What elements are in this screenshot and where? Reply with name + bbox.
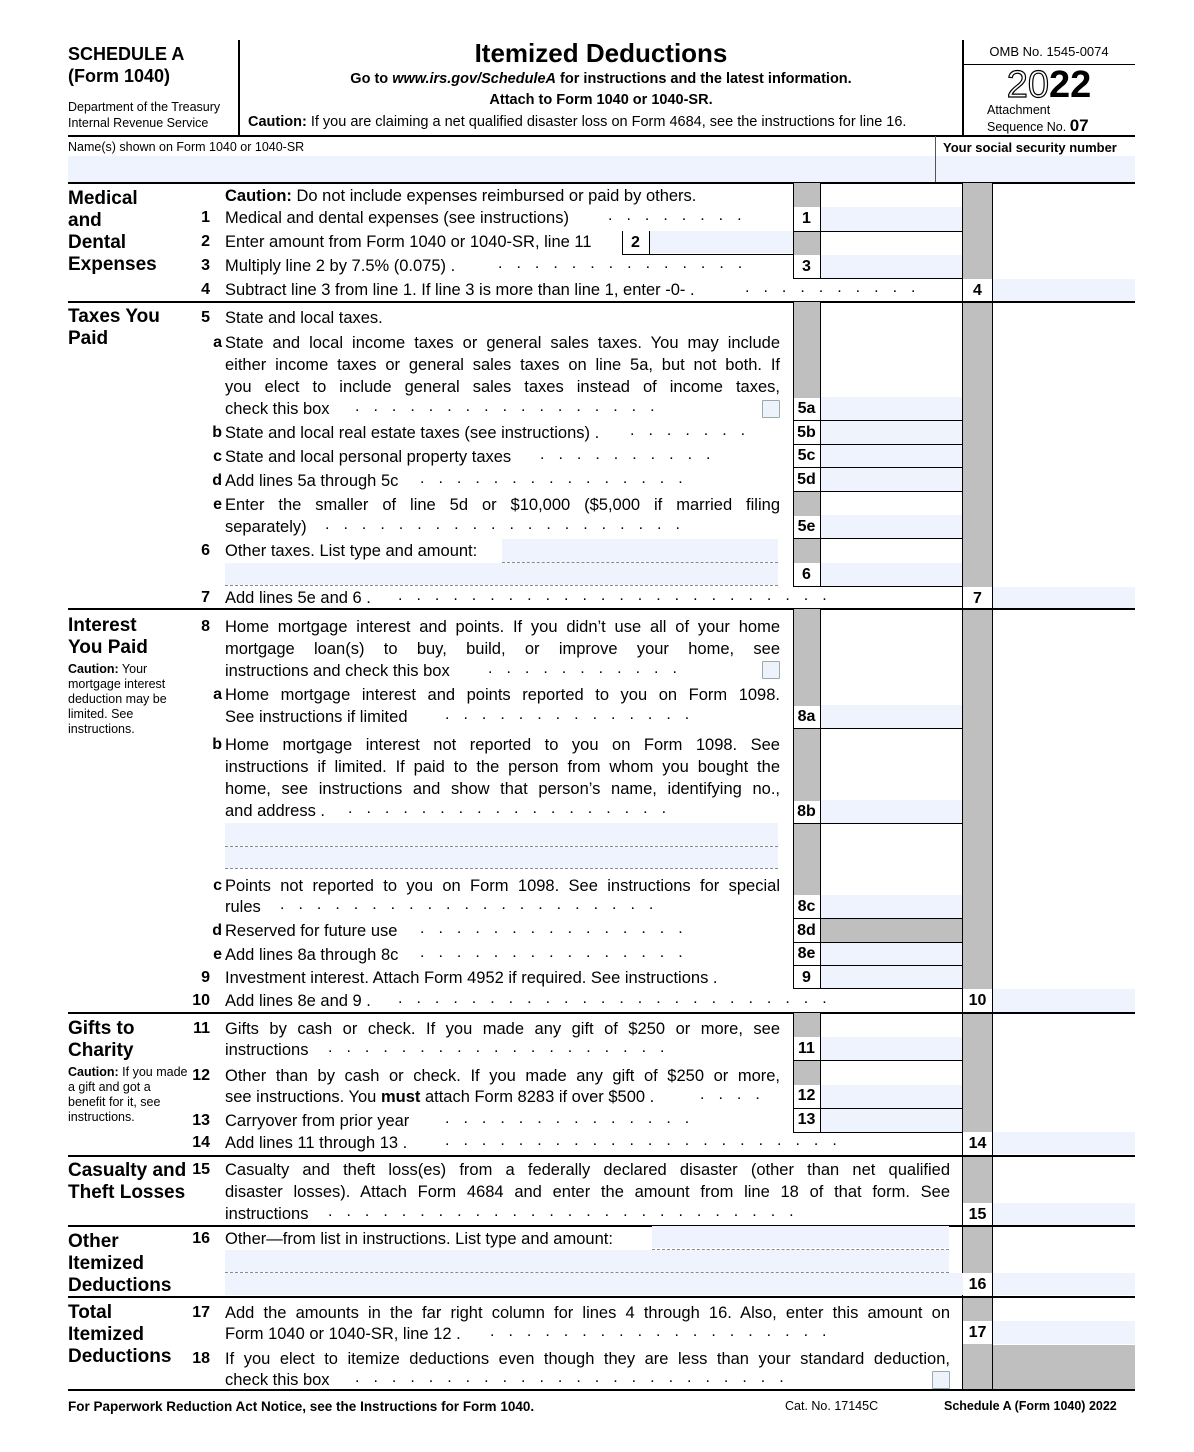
line-8a-text-2: See instructions if limited xyxy=(225,708,408,726)
goto-suffix: for instructions and the latest information. xyxy=(556,71,852,87)
line-15-input[interactable] xyxy=(993,1203,1135,1225)
line-5c-text: State and local personal property taxes xyxy=(225,448,512,466)
medical-bottom-rule xyxy=(68,301,1135,303)
line-7-text: Add lines 5e and 6 . xyxy=(225,589,371,607)
line-1-label: 1 xyxy=(802,210,811,227)
line-11-label: 11 xyxy=(798,1040,815,1057)
line-8b-payee-2[interactable] xyxy=(225,847,778,868)
line-8b-dash-2 xyxy=(225,868,778,869)
line-14-label: 14 xyxy=(968,1135,987,1152)
line-17-label: 17 xyxy=(968,1324,987,1341)
line-11-number: 11 xyxy=(193,1020,210,1037)
line-11-text-1: Gifts by cash or check. If you made any gift of $250 or more, see xyxy=(225,1020,780,1038)
line-7-input[interactable] xyxy=(993,587,1135,608)
line-8c-text-1: Points not reported to you on Form 1098. See instructions for special xyxy=(225,877,780,895)
line-13-leader: .............. xyxy=(445,1110,704,1127)
line-1-leader: ........ xyxy=(608,207,756,224)
line-8e-number: e xyxy=(213,946,222,963)
line-5c-leader: .......... xyxy=(540,446,725,463)
medical-title-3: Dental xyxy=(68,232,127,253)
tax-year xyxy=(963,64,1135,106)
ssn-input[interactable] xyxy=(936,156,1135,182)
section-gifts-title xyxy=(68,1018,135,1062)
line-6-description-1[interactable] xyxy=(502,539,778,562)
line-16-text: Other—from list in instructions. List type and amount: xyxy=(225,1230,613,1248)
line-5a-text-2: either income taxes or general sales taxes on line 5a, but not both. If xyxy=(225,356,780,374)
line-8b-leader: .................. xyxy=(348,800,681,817)
sequence-number: 07 xyxy=(1069,116,1089,135)
medical-title-4: Expenses xyxy=(68,254,157,275)
rule-after-5d xyxy=(793,491,963,492)
line-8c-text-2: rules xyxy=(225,898,261,916)
line-8b-payee-1[interactable] xyxy=(225,823,778,846)
interest-caution-text: Your mortgage interest deduction may be limited. See instructions. xyxy=(68,662,167,736)
line-11-text-2: instructions xyxy=(225,1041,309,1059)
section-casualty-title xyxy=(68,1160,186,1204)
line-7-label: 7 xyxy=(973,590,982,607)
line-12-input[interactable] xyxy=(821,1085,962,1108)
section-total-title xyxy=(68,1302,171,1368)
medical-caution xyxy=(225,185,696,207)
line-5e-number: e xyxy=(213,496,222,513)
line-8d-number: d xyxy=(212,922,222,939)
gifts-title-2: Charity xyxy=(68,1040,134,1061)
line-3-leader: .............. xyxy=(498,255,757,272)
line-14-text: Add lines 11 through 13 . xyxy=(225,1134,408,1152)
line-8-text-2: mortgage loan(s) to buy, build, or improve your home, see xyxy=(225,640,780,658)
line-5-text: State and local taxes. xyxy=(225,309,383,327)
line-1-input[interactable] xyxy=(821,207,962,231)
medical-caution-text: Do not include expenses reimbursed or paid by others. xyxy=(291,187,697,205)
rule-after-8b xyxy=(793,823,963,824)
line-15-text-3: instructions xyxy=(225,1205,309,1223)
gifts-caution-label: Caution: xyxy=(68,1065,119,1079)
line-1-text: Medical and dental expenses (see instructions) xyxy=(225,209,569,227)
goto-instructions xyxy=(240,71,962,87)
line-8d-label: 8d xyxy=(797,922,816,939)
header-bottom-rule xyxy=(68,135,1135,137)
line-13-label: 13 xyxy=(797,1111,816,1128)
line-5c-number: c xyxy=(213,448,222,465)
line-5a-checkbox[interactable] xyxy=(762,400,780,418)
line-5a-text-4: check this box xyxy=(225,400,330,418)
line-18-number: 18 xyxy=(192,1350,210,1367)
line-8b-text-1: Home mortgage interest not reported to you on Form 1098. See xyxy=(225,736,780,754)
line-15-text-2: disaster losses). Attach Form 4684 and enter the amount from line 18 of that form. See xyxy=(225,1183,950,1201)
line-3-text: Multiply line 2 by 7.5% (0.075) . xyxy=(225,257,456,275)
line-12-text-2 xyxy=(225,1086,654,1108)
line-5a-text-3: you elect to include general sales taxes instead of income taxes, xyxy=(225,378,780,396)
paperwork-notice: For Paperwork Reduction Act Notice, see the Instructions for Form 1040. xyxy=(68,1399,535,1414)
rule-after-5e xyxy=(793,538,963,539)
line-5d-number: d xyxy=(212,472,222,489)
casualty-title-2: Theft Losses xyxy=(68,1182,186,1203)
line-8-number: 8 xyxy=(201,618,210,635)
line-18-leader: ........................ xyxy=(355,1369,798,1386)
line-3-input[interactable] xyxy=(821,255,962,278)
line-5a-input[interactable] xyxy=(821,397,962,420)
irs-url-link[interactable]: www.irs.gov/ScheduleA xyxy=(392,71,557,87)
line-14-input[interactable] xyxy=(993,1132,1135,1154)
line-5e-text-1: Enter the smaller of line 5d or $10,000 ($5,000 if married filing xyxy=(225,496,780,514)
line-10-leader: ........................ xyxy=(398,990,841,1007)
line-6-dash-2 xyxy=(225,585,778,586)
line-18-shade xyxy=(963,1345,1135,1389)
line-5b-leader: ....... xyxy=(630,422,760,439)
line-8-text-3: instructions and check this box xyxy=(225,662,450,680)
medical-title-1: Medical xyxy=(68,188,138,209)
line-5-number: 5 xyxy=(201,309,210,326)
line-17-text-2: Form 1040 or 1040-SR, line 12 . xyxy=(225,1325,461,1343)
line-5a-label: 5a xyxy=(797,400,816,417)
ssn-label: Your social security number xyxy=(943,140,1117,155)
dept-treasury: Department of the Treasury xyxy=(68,100,221,114)
line-5a-number: a xyxy=(213,334,222,351)
line-8b-input[interactable] xyxy=(821,800,962,823)
line-13-text: Carryover from prior year xyxy=(225,1112,410,1130)
line-5c-label: 5c xyxy=(797,447,816,464)
line-4-number: 4 xyxy=(201,281,210,298)
line-8d-leader: ............... xyxy=(420,920,697,937)
other-title-3: Deductions xyxy=(68,1275,172,1296)
other-title-1: Other xyxy=(68,1231,119,1252)
rule-after-11 xyxy=(793,1060,963,1061)
line-3-label: 3 xyxy=(802,258,811,275)
line-16-number: 16 xyxy=(192,1230,210,1247)
line-10-number: 10 xyxy=(192,992,210,1009)
medical-caution-label: Caution: xyxy=(225,187,292,205)
rule-after-8a xyxy=(793,728,963,729)
gifts-title-1: Gifts to xyxy=(68,1018,135,1039)
line-4-input[interactable] xyxy=(993,279,1135,301)
line-8e-text: Add lines 8a through 8c xyxy=(225,946,399,964)
section-other-title xyxy=(68,1231,171,1297)
line-17-leader: ................... xyxy=(490,1323,841,1340)
line-5d-input[interactable] xyxy=(821,468,962,491)
sequence-text: Sequence No. xyxy=(987,120,1067,134)
line-15-leader: .......................... xyxy=(328,1203,808,1220)
line-2-input[interactable] xyxy=(650,231,793,253)
line-10-input[interactable] xyxy=(993,989,1135,1012)
line-8b-text-4: and address . xyxy=(225,802,325,820)
mid-divider-8-9 xyxy=(820,609,821,989)
line-18-divider xyxy=(992,1345,993,1389)
form-title: Itemized Deductions xyxy=(474,38,728,68)
other-bottom-rule xyxy=(68,1296,1135,1298)
line-5e-leader: .................... xyxy=(325,516,694,533)
form-identifier: Schedule A (Form 1040) 2022 xyxy=(944,1399,1117,1413)
line-7-number: 7 xyxy=(201,589,210,606)
line-8b-text-2: instructions if limited. If paid to the person from whom you bought the xyxy=(225,758,780,776)
line-6-text: Other taxes. List type and amount: xyxy=(225,542,478,560)
caution-label: Caution: xyxy=(248,114,307,130)
goto-prefix: Go to xyxy=(350,71,393,87)
line-5d-text: Add lines 5a through 5c xyxy=(225,472,399,490)
line-15-number: 15 xyxy=(192,1161,210,1178)
line-2-number: 2 xyxy=(201,233,210,250)
line-14-leader: ...................... xyxy=(445,1132,851,1149)
interest-title-2: You Paid xyxy=(68,637,148,658)
line-6-label: 6 xyxy=(802,566,811,583)
line-18-text-2: check this box xyxy=(225,1371,330,1389)
name-label: Name(s) shown on Form 1040 or 1040-SR xyxy=(68,140,305,154)
line-11-input[interactable] xyxy=(821,1037,962,1060)
line-12-text-2c: attach Form 8283 if over $500 . xyxy=(420,1088,655,1106)
rule-after-1 xyxy=(793,231,963,232)
line-18-checkbox[interactable] xyxy=(932,1371,950,1389)
line-14-number: 14 xyxy=(192,1134,210,1151)
line-2-text: Enter amount from Form 1040 or 1040-SR, line 11 xyxy=(225,233,592,251)
line-8b-text-3: home, see instructions and show that person’s name, identifying no., xyxy=(225,780,780,798)
line-8-checkbox[interactable] xyxy=(762,661,780,679)
form-bottom-rule xyxy=(68,1389,1135,1391)
interest-caution xyxy=(68,662,188,737)
line-17-number: 17 xyxy=(192,1304,210,1321)
line-8-leader: ........... xyxy=(488,660,691,677)
line-8e-input[interactable] xyxy=(821,943,962,965)
line-18-text-1: If you elect to itemize deductions even though they are less than your standard deduction, xyxy=(225,1350,950,1368)
line-8a-text-1: Home mortgage interest and points reported to you on Form 1098. xyxy=(225,686,780,704)
line-8a-label: 8a xyxy=(797,708,816,725)
gifts-bottom-rule xyxy=(68,1155,1135,1157)
line-16-description-2[interactable] xyxy=(225,1250,949,1272)
line-10-text: Add lines 8e and 9 . xyxy=(225,992,371,1010)
line-4-text: Subtract line 3 from line 1. If line 3 is more than line 1, enter -0- . xyxy=(225,281,695,299)
form-label: (Form 1040) xyxy=(68,66,171,86)
line-5a-leader: ................. xyxy=(355,398,669,415)
line-11-leader: ................... xyxy=(328,1039,679,1056)
interest-caution-label: Caution: xyxy=(68,662,119,676)
interest-bottom-rule xyxy=(68,1012,1135,1014)
section-interest-title xyxy=(68,615,148,659)
catalog-number: Cat. No. 17145C xyxy=(785,1399,879,1413)
line-8e-label: 8e xyxy=(797,945,816,962)
year-bold: 22 xyxy=(1049,64,1092,106)
line-17-input[interactable] xyxy=(993,1321,1135,1344)
gifts-caution-text: If you made a gift and got a benefit for it, see instructions. xyxy=(68,1065,188,1124)
section-medical-title xyxy=(68,188,157,276)
line-8c-leader: ..................... xyxy=(280,896,668,913)
line-8a-number: a xyxy=(213,686,222,703)
total-title-2: Itemized xyxy=(68,1324,145,1345)
other-title-2: Itemized xyxy=(68,1253,145,1274)
line-12-number: 12 xyxy=(192,1067,210,1084)
casualty-title-1: Casualty and xyxy=(68,1160,187,1181)
taxes-title-2: Paid xyxy=(68,328,109,349)
line-2-label: 2 xyxy=(631,234,640,251)
line-16-input[interactable] xyxy=(993,1273,1135,1295)
taxes-title-1: Taxes You xyxy=(68,306,160,327)
sequence-label xyxy=(987,116,1089,136)
line-5b-text: State and local real estate taxes (see instructions) . xyxy=(225,424,600,442)
name-input[interactable] xyxy=(68,156,935,182)
medical-title-2: and xyxy=(68,210,102,231)
line-9-number: 9 xyxy=(201,969,210,986)
interest-title-1: Interest xyxy=(68,615,137,636)
gifts-caution xyxy=(68,1065,188,1125)
line-7-leader: ........................ xyxy=(398,587,841,604)
line-8d-text: Reserved for future use xyxy=(225,922,398,940)
omb-number: OMB No. 1545-0074 xyxy=(989,44,1109,59)
line-5e-input[interactable] xyxy=(821,515,962,538)
attachment-label: Attachment xyxy=(987,103,1051,117)
line-12-text-2a: see instructions. You xyxy=(225,1088,381,1106)
line-8c-input[interactable] xyxy=(821,895,962,918)
line-5e-label: 5e xyxy=(797,518,816,535)
line-15-label: 15 xyxy=(968,1206,987,1223)
line-3-number: 3 xyxy=(201,257,210,274)
line-6-input[interactable] xyxy=(821,563,962,586)
line-1-number: 1 xyxy=(201,209,210,226)
line-9-input[interactable] xyxy=(821,966,962,988)
total-title-1: Total xyxy=(68,1302,112,1323)
line-9-label: 9 xyxy=(802,969,811,986)
line-5e-text-2: separately) xyxy=(225,518,307,536)
line-12-text-1: Other than by cash or check. If you made any gift of $250 or more, xyxy=(225,1067,780,1085)
line-8e-leader: ............... xyxy=(420,944,697,961)
line-5b-input[interactable] xyxy=(821,421,962,444)
line-5c-input[interactable] xyxy=(821,445,962,467)
section-taxes-title xyxy=(68,306,160,350)
caution-text: If you are claiming a net qualified disaster loss on Form 4684, see the instructions for line 16. xyxy=(306,114,907,130)
right-shade-column xyxy=(963,183,992,1345)
line-5d-label: 5d xyxy=(797,471,816,488)
line-12-leader: .... xyxy=(700,1086,774,1103)
rule-after-8c xyxy=(793,918,963,919)
line-16-label: 16 xyxy=(968,1276,987,1293)
line-8c-label: 8c xyxy=(797,898,816,915)
year-outline: 20 xyxy=(1006,64,1049,106)
line-10-label: 10 xyxy=(968,992,987,1009)
line-12-label: 12 xyxy=(797,1087,816,1104)
total-title-3: Deductions xyxy=(68,1346,172,1367)
line-5b-number: b xyxy=(212,424,222,441)
line-8b-label: 8b xyxy=(797,803,816,820)
line-5b-label: 5b xyxy=(797,424,816,441)
line-8a-input[interactable] xyxy=(821,705,962,728)
line-5a-text-1: State and local income taxes or general sales taxes. You may include xyxy=(225,334,780,352)
line-16-description-1[interactable] xyxy=(652,1226,949,1248)
header-caution xyxy=(248,114,906,130)
line-9-text: Investment interest. Attach Form 4952 if required. See instructions . xyxy=(225,969,718,987)
attach-note: Attach to Form 1040 or 1040-SR. xyxy=(489,92,713,108)
casualty-bottom-rule xyxy=(68,1225,1135,1227)
line-4-label: 4 xyxy=(973,282,982,299)
line-13-number: 13 xyxy=(192,1112,210,1129)
line-12-text-must: must xyxy=(380,1088,421,1106)
schedule-label: SCHEDULE A xyxy=(68,44,185,64)
line-8b-number: b xyxy=(212,736,222,753)
line-6-description-2[interactable] xyxy=(225,563,778,585)
line-13-input[interactable] xyxy=(821,1109,962,1132)
line-4-leader: .......... xyxy=(745,279,930,296)
line-15-text-1: Casualty and theft loss(es) from a federally declared disaster (other than net qualified xyxy=(225,1161,950,1179)
line-16-description-3[interactable] xyxy=(225,1273,963,1295)
line-5d-leader: ............... xyxy=(420,470,697,487)
taxes-bottom-rule xyxy=(68,608,1135,610)
dept-irs: Internal Revenue Service xyxy=(68,116,209,130)
line-17-text-1: Add the amounts in the far right column for lines 4 through 16. Also, enter this amount on xyxy=(225,1304,950,1322)
line-6-number: 6 xyxy=(201,542,210,559)
line-8a-leader: .............. xyxy=(445,706,704,723)
line-8c-number: c xyxy=(213,877,222,894)
line-8-text-1: Home mortgage interest and points. If you didn’t use all of your home xyxy=(225,618,780,636)
